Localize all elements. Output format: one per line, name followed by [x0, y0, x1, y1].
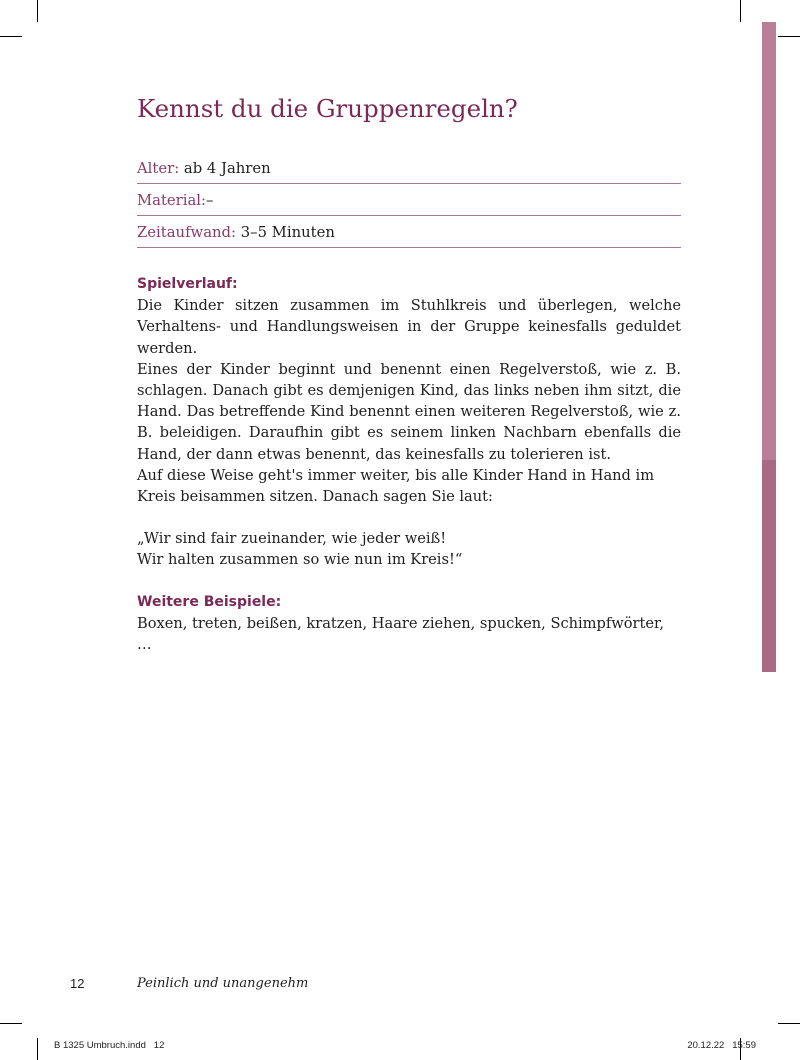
- beispiele-heading: Weitere Beispiele:: [137, 593, 282, 610]
- crop-mark: [37, 0, 38, 22]
- crop-mark: [778, 1023, 800, 1024]
- thumb-index-tab-marker: [762, 460, 776, 672]
- crop-mark: [0, 1023, 22, 1024]
- age-value: ab 4 Jahren: [183, 160, 271, 177]
- paragraph: Eines der Kinder beginnt und benennt einen Regelverstoß, wie z. B. schlagen. Danach gibt es demjenigen Kind, das links neben ihm sitzt, die Hand. Das betreffende Kind benennt einen weiteren Regelverstoß, wie z. B. beleidigen. Daraufhin gibt es seinem linken Nachbarn ebenfalls die Hand, der dann etwas benennt, das keinesfalls zu tolerieren ist.: [137, 360, 681, 463]
- paragraph: Auf diese Weise geht's immer weiter, bis alle Kinder Hand in Hand im Kreis beisammen sitzen. Danach sagen Sie laut:: [137, 466, 655, 506]
- paragraph: Die Kinder sitzen zusammen im Stuhlkreis und überlegen, welche Verhaltens- und Handlungsweisen in der Gruppe keinesfalls geduldet werden.: [137, 297, 681, 357]
- quote-line: Wir halten zusammen so wie nun im Kreis!“: [137, 551, 463, 569]
- crop-mark: [0, 36, 22, 37]
- time-row: [137, 217, 681, 248]
- beispiele-text: Boxen, treten, beißen, kratzen, Haare ziehen, spucken, Schimpfwörter, …: [137, 614, 665, 654]
- material-label: Material:: [137, 192, 207, 209]
- running-title: Peinlich und unangenehm: [137, 976, 309, 991]
- info-table: [137, 153, 681, 248]
- page-title: Kennst du die Gruppenregeln?: [137, 94, 518, 123]
- slug-date-time: 20.12.22 15:59: [687, 1040, 756, 1051]
- crop-mark: [37, 1038, 38, 1060]
- slug-file-info: B 1325 Umbruch.indd 12: [54, 1040, 165, 1051]
- spielverlauf-heading: Spielverlauf:: [137, 276, 238, 292]
- time-value: 3–5 Minuten: [240, 224, 335, 241]
- quote-line: „Wir sind fair zueinander, wie jeder weiß!: [137, 530, 447, 548]
- crop-mark: [740, 0, 741, 22]
- crop-mark: [778, 36, 800, 37]
- body-text: [137, 274, 681, 655]
- material-value: –: [206, 192, 214, 209]
- thumb-index-tab: [762, 22, 776, 460]
- material-row: [137, 185, 681, 216]
- age-label: Alter:: [137, 160, 180, 177]
- age-row: [137, 153, 681, 184]
- time-label: Zeitaufwand:: [137, 224, 237, 241]
- page-number: 12: [70, 976, 85, 991]
